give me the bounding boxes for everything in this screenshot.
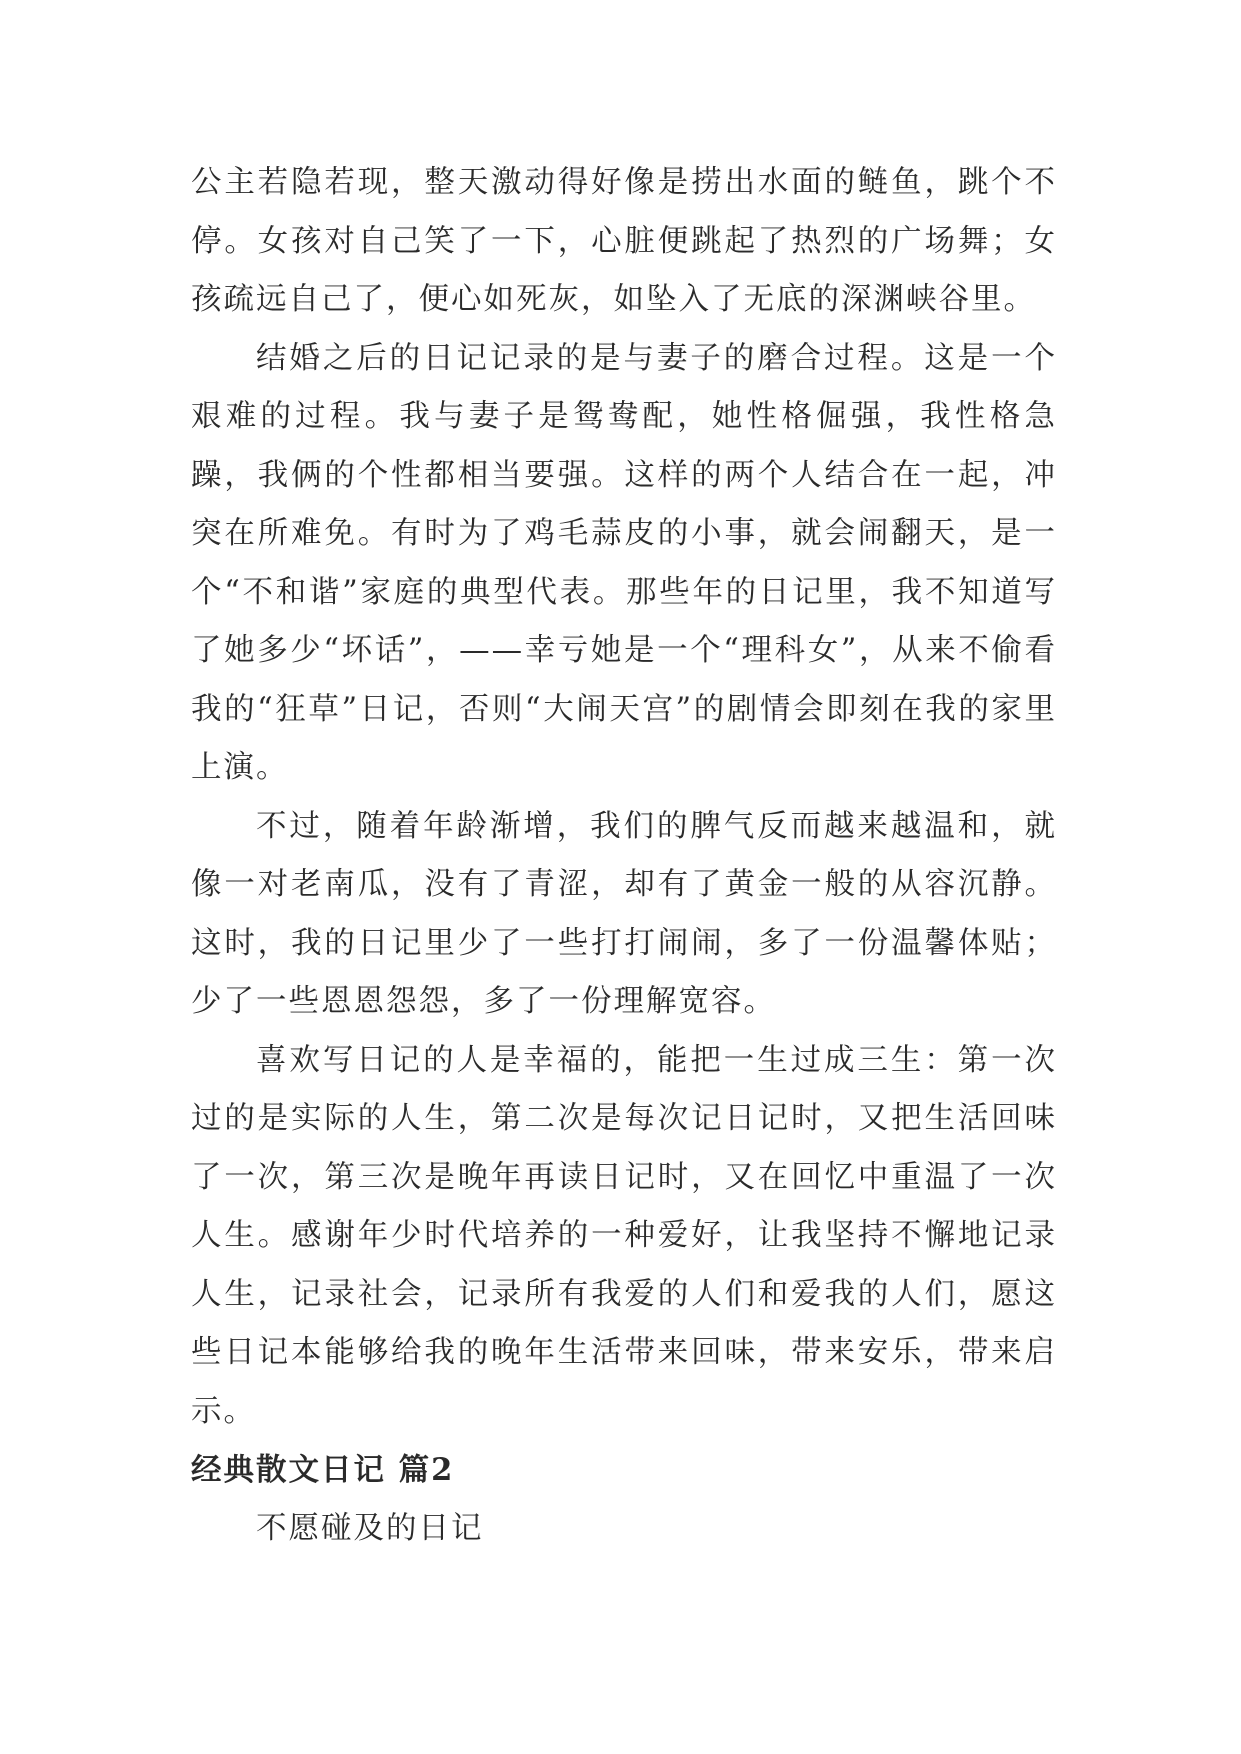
paragraph-3: 不过，随着年龄渐增，我们的脾气反而越来越温和，就像一对老南瓜，没有了青涩，却有了黄金一般的从容沉静。这时，我的日记里少了一些打打闹闹，多了一份温馨体贴；少了一些恩恩怨怨，多了一份理解宽容。 xyxy=(191,808,1057,1019)
document-page xyxy=(191,154,1057,1558)
paragraph-2: 结婚之后的日记记录的是与妻子的磨合过程。这是一个艰难的过程。我与妻子是鸳鸯配，她性格倔强，我性格急躁，我俩的个性都相当要强。这样的两个人结合在一起，冲突在所难免。有时为了鸡毛蒜皮的小事，就会闹翻天，是一个“不和谐”家庭的典型代表。那些年的日记里，我不知道写了她多少“坏话”，——幸亏她是一个“理科女”，从来不偷看我的“狂草”日记，否则“大闹天宫”的剧情会即刻在我的家里上演。 xyxy=(191,340,1057,785)
paragraph-1: 公主若隐若现，整天激动得好像是捞出水面的鲢鱼，跳个不停。女孩对自己笑了一下，心脏便跳起了热烈的广场舞；女孩疏远自己了，便心如死灰，如坠入了无底的深渊峡谷里。 xyxy=(191,165,1057,317)
section-heading: 经典散文日记 篇2 xyxy=(191,1452,455,1488)
paragraph-4: 喜欢写日记的人是幸福的，能把一生过成三生：第一次过的是实际的人生，第二次是每次记日记时，又把生活回味了一次，第三次是晚年再读日记时，又在回忆中重温了一次人生。感谢年少时代培养的一种爱好，让我坚持不懈地记录人生，记录社会，记录所有我爱的人们和爱我的人们，愿这些日记本能够给我的晚年生活带来回味，带来安乐，带来启示。 xyxy=(191,1042,1057,1429)
section-subtitle: 不愿碰及的日记 xyxy=(256,1510,484,1546)
